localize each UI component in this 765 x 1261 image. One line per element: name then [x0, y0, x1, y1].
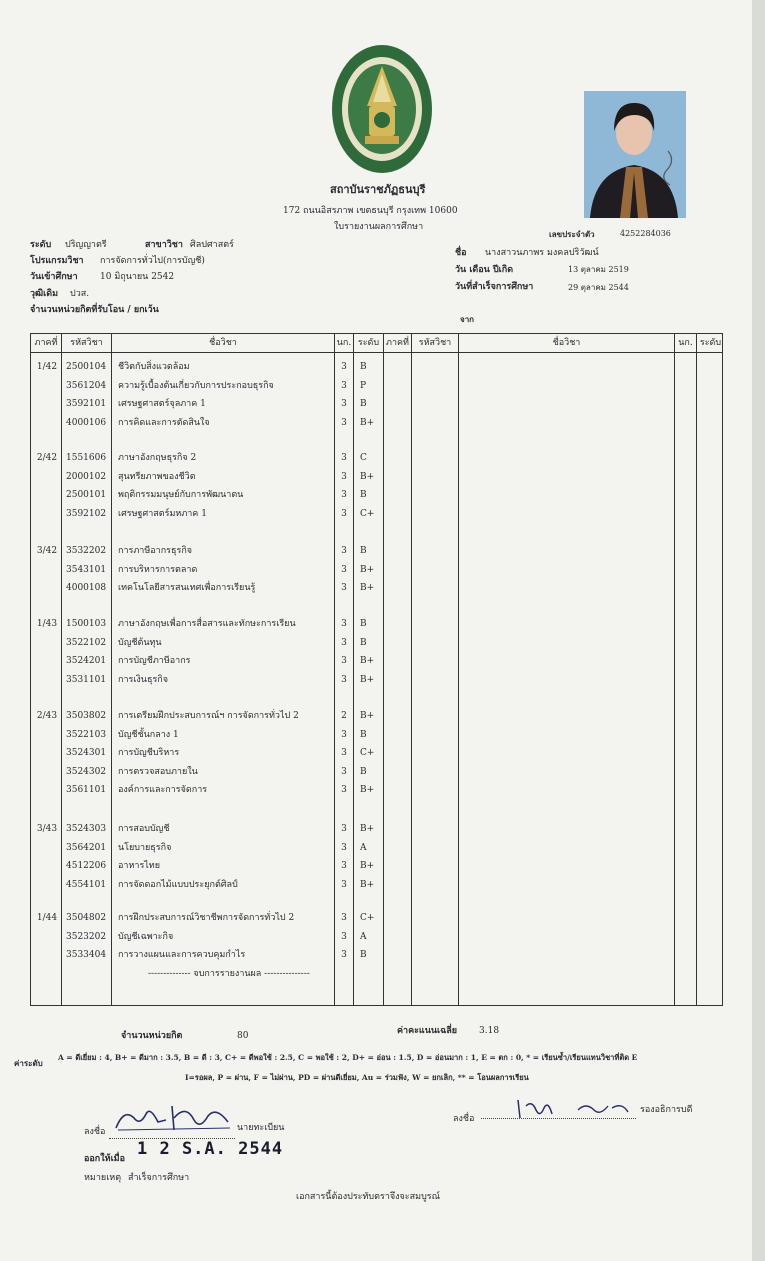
registrar-title: นายทะเบียน	[237, 1123, 285, 1133]
course-credit: 3	[341, 824, 347, 834]
course-grade: B	[360, 619, 367, 629]
sign-label-right: ลงชื่อ	[453, 1114, 475, 1124]
course-credit: 3	[341, 453, 347, 463]
course-code: 3531101	[66, 674, 107, 685]
course-grade: C+	[360, 508, 375, 519]
course-grade: B	[360, 729, 367, 740]
course-credit: 3	[341, 913, 347, 923]
course-name: บัญชีต้นทุน	[118, 637, 162, 648]
term-label: 2/43	[36, 711, 58, 721]
course-code: 3592102	[66, 508, 107, 519]
course-name: ชีวิตกับสิ่งแวดล้อม	[118, 362, 190, 372]
course-name: ภาษาอังกฤษเพื่อการสื่อสารและทักษะการเรียน	[118, 619, 296, 629]
grad-value: 29 ตุลาคม 2544	[568, 283, 629, 292]
program-label: โปรแกรมวิชา	[30, 256, 84, 266]
sign-line-right	[481, 1108, 636, 1119]
course-grade: B+	[360, 583, 375, 594]
term-label: 1/43	[36, 619, 58, 629]
course-credit: 3	[341, 380, 347, 391]
header-credit: นก.	[336, 338, 352, 348]
course-grade: B+	[360, 785, 375, 796]
header-name-2: ชื่อวิชา	[552, 338, 581, 348]
course-code: 3564201	[66, 842, 107, 853]
course-name: เทคโนโลยีสารสนเทศเพื่อการเรียนรู้	[118, 583, 256, 594]
course-name: การบัญชีภาษีอากร	[118, 656, 191, 667]
legend-line-1: A = ดีเยี่ยม : 4, B+ = ดีมาก : 3.5, B = ดี : 3, C+ = ดีพอใช้ : 2.5, C = พอใช้ : 2, D+ = อ่อน : 1.5, D = อ่อนมาก : 1, E = ตก : 0, * = เรียนซ้ำ/เรียนแทนวิชาที่ติด E	[58, 1053, 638, 1062]
course-grade: A	[360, 931, 367, 942]
course-grade: B+	[360, 879, 375, 890]
course-credit: 3	[341, 842, 347, 853]
course-grade: B	[360, 637, 367, 648]
course-grade: B+	[360, 656, 375, 667]
course-code: 3524301	[66, 748, 107, 759]
course-code: 3524302	[66, 766, 107, 777]
course-code: 3532202	[66, 546, 107, 556]
level-value: ปริญญาตรี	[65, 240, 107, 250]
course-name: การภาษีอากรธุรกิจ	[118, 546, 193, 556]
name-label: ชื่อ	[455, 248, 467, 258]
sign-line-left	[109, 1128, 235, 1139]
course-code: 3522103	[66, 729, 107, 740]
course-grade: C+	[360, 913, 375, 923]
course-name: อาหารไทย	[118, 861, 161, 872]
end-of-report: -------------- จบการรายงานผล ---------------	[148, 969, 310, 979]
course-code: 1500103	[66, 619, 107, 629]
course-grade: B+	[360, 471, 375, 482]
course-name: ความรู้เบื้องต้นเกี่ยวกับการประกอบธุรกิจ	[118, 380, 274, 391]
course-code: 3561204	[66, 380, 107, 391]
remark-label: หมายเหตุ	[84, 1173, 122, 1183]
header-grade: ระดับ	[357, 338, 380, 348]
course-name: การสอบบัญชี	[118, 824, 170, 834]
course-name: บัญชีเฉพาะกิจ	[118, 931, 174, 942]
major-label: สาขาวิชา	[145, 240, 183, 250]
legend-line-2: I=รอผล, P = ผ่าน, F = ไม่ผ่าน, PD = ผ่านดีเยี่ยม, Au = ร่วมฟัง, W = ยกเลิก, ** = โอนผลการเรียน	[185, 1073, 529, 1082]
course-credit: 2	[341, 711, 347, 721]
credits-value: 80	[237, 1031, 249, 1041]
id-value: 4252284036	[620, 229, 671, 238]
course-name: บัญชีชั้นกลาง 1	[118, 729, 179, 740]
institution-name: สถาบันราชภัฏธนบุรี	[330, 183, 426, 196]
course-code: 4000108	[66, 583, 107, 594]
course-grade: B+	[360, 711, 375, 721]
course-code: 3522102	[66, 637, 107, 648]
header-rule	[31, 352, 722, 353]
course-credit: 3	[341, 950, 347, 961]
course-credit: 3	[341, 583, 347, 594]
course-name: นโยบายธุรกิจ	[118, 842, 172, 853]
validity-note: เอกสารนี้ต้องประทับตราจึงจะสมบูรณ์	[296, 1192, 440, 1202]
course-grade: B	[360, 399, 367, 410]
course-code: 3524201	[66, 656, 107, 667]
admit-label: วันเข้าศึกษา	[30, 272, 78, 282]
gpa-label: ค่าคะแนนเฉลี่ย	[397, 1026, 458, 1036]
course-code: 4000106	[66, 417, 107, 428]
course-name: การจัดดอกไม้แบบประยุกต์ศิลป์	[118, 879, 238, 890]
document-title: ใบรายงานผลการศึกษา	[334, 222, 424, 232]
course-grade: P	[360, 380, 367, 391]
course-code: 2000102	[66, 471, 107, 482]
vice-title: รองอธิการบดี	[640, 1105, 693, 1115]
header-name: ชื่อวิชา	[209, 338, 237, 348]
admit-value: 10 มิถุนายน 2542	[100, 272, 175, 282]
course-name: สุนทรียภาพของชีวิต	[118, 471, 196, 482]
course-grade: B+	[360, 674, 375, 685]
course-name: เศรษฐศาสตร์มหภาค 1	[118, 508, 207, 519]
header-code-2: รหัสวิชา	[418, 338, 452, 348]
institution-address: 172 ถนนอิสรภาพ เขตธนบุรี กรุงเทพ 10600	[283, 206, 458, 216]
course-code: 4512206	[66, 861, 107, 872]
course-grade: B+	[360, 861, 375, 872]
term-label: 2/42	[36, 453, 58, 463]
prior-value: ปวส.	[70, 289, 90, 299]
course-name: การเงินธุรกิจ	[118, 674, 169, 685]
header-term-2: ภาคที่	[386, 338, 409, 348]
course-code: 4554101	[66, 879, 107, 890]
header-credit-2: นก.	[678, 338, 693, 348]
transfer-label: จำนวนหน่วยกิตที่รับโอน / ยกเว้น	[30, 305, 159, 315]
scan-edge	[752, 0, 765, 1261]
course-grade: B	[360, 362, 367, 372]
course-name: ภาษาอังกฤษธุรกิจ 2	[118, 453, 197, 463]
course-credit: 3	[341, 729, 347, 740]
course-credit: 3	[341, 748, 347, 759]
term-label: 1/44	[36, 913, 58, 923]
course-credit: 3	[341, 879, 347, 890]
dob-label: วัน เดือน ปีเกิด	[455, 265, 514, 275]
course-credit: 3	[341, 417, 347, 428]
course-grade: B	[360, 546, 367, 556]
student-photo	[584, 91, 686, 218]
name-value: นางสาวนภาพร มงคลปริวัฒน์	[485, 248, 599, 258]
course-name: การฝึกประสบการณ์วิชาชีพการจัดการทั่วไป 2	[118, 913, 295, 923]
course-code: 3543101	[66, 564, 107, 575]
course-code: 2500101	[66, 490, 107, 501]
course-credit: 3	[341, 931, 347, 942]
course-code: 3592101	[66, 399, 107, 410]
issued-label: ออกให้เมื่อ	[84, 1154, 126, 1164]
course-name: เศรษฐศาสตร์จุลภาค 1	[118, 399, 206, 410]
course-grade: C	[360, 453, 367, 463]
course-code: 3523202	[66, 931, 107, 942]
course-name: การบัญชีบริหาร	[118, 748, 180, 759]
header-term: ภาคที่	[34, 338, 58, 348]
course-grade: B	[360, 950, 367, 961]
course-credit: 3	[341, 656, 347, 667]
from-label: จาก	[460, 314, 475, 324]
course-credit: 3	[341, 785, 347, 796]
remark-value: สำเร็จการศึกษา	[128, 1173, 190, 1183]
course-name: การคิดและการตัดสินใจ	[118, 417, 210, 428]
course-name: การตรวจสอบภายใน	[118, 766, 198, 777]
course-credit: 3	[341, 546, 347, 556]
course-name: องค์การและการจัดการ	[118, 785, 208, 796]
course-credit: 3	[341, 637, 347, 648]
sign-label-left: ลงชื่อ	[84, 1127, 106, 1137]
gpa-value: 3.18	[479, 1026, 500, 1036]
course-credit: 3	[341, 619, 347, 629]
course-grade: B+	[360, 564, 375, 575]
term-label: 3/42	[36, 546, 58, 556]
course-grade: B	[360, 490, 367, 501]
course-code: 3533404	[66, 950, 107, 961]
course-grade: B+	[360, 417, 375, 428]
header-grade-2: ระดับ	[699, 338, 722, 348]
institution-seal-icon	[331, 44, 433, 174]
course-credit: 3	[341, 471, 347, 482]
course-name: การวางแผนและการควบคุมกำไร	[118, 950, 246, 961]
course-code: 3524303	[66, 824, 107, 834]
id-label: เลขประจำตัว	[549, 229, 595, 239]
dob-value: 13 ตุลาคม 2519	[568, 265, 629, 274]
course-credit: 3	[341, 766, 347, 777]
major-value: ศิลปศาสตร์	[190, 240, 234, 250]
course-grade: B+	[360, 824, 375, 834]
course-credit: 3	[341, 861, 347, 872]
course-credit: 3	[341, 490, 347, 501]
term-label: 1/42	[36, 362, 58, 372]
course-code: 2500104	[66, 362, 107, 372]
program-value: การจัดการทั่วไป(การบัญชี)	[100, 256, 205, 266]
course-code: 3504802	[66, 913, 107, 923]
grad-label: วันที่สำเร็จการศึกษา	[455, 282, 534, 292]
course-name: การเตรียมฝึกประสบการณ์ฯ การจัดการทั่วไป 2	[118, 711, 299, 721]
term-label: 3/43	[36, 824, 58, 834]
course-grade: C+	[360, 748, 375, 759]
header-code: รหัสวิชา	[70, 338, 103, 348]
legend-label: ค่าระดับ	[14, 1058, 43, 1068]
course-name: พฤติกรรมมนุษย์กับการพัฒนาตน	[118, 490, 244, 501]
course-credit: 3	[341, 362, 347, 372]
course-grade: B	[360, 766, 367, 777]
course-credit: 3	[341, 674, 347, 685]
issued-date-stamp: 1 2 S.A. 2544	[137, 1139, 284, 1159]
course-credit: 3	[341, 399, 347, 410]
course-code: 1551606	[66, 453, 107, 463]
course-code: 3503802	[66, 711, 107, 721]
prior-label: วุฒิเดิม	[30, 289, 59, 299]
course-credit: 3	[341, 508, 347, 519]
grades-table	[30, 333, 723, 1006]
credits-label: จำนวนหน่วยกิต	[121, 1031, 183, 1041]
course-credit: 3	[341, 564, 347, 575]
course-name: การบริหารการตลาด	[118, 564, 198, 575]
course-code: 3561101	[66, 785, 107, 796]
level-label: ระดับ	[30, 240, 52, 250]
course-grade: A	[360, 842, 367, 853]
